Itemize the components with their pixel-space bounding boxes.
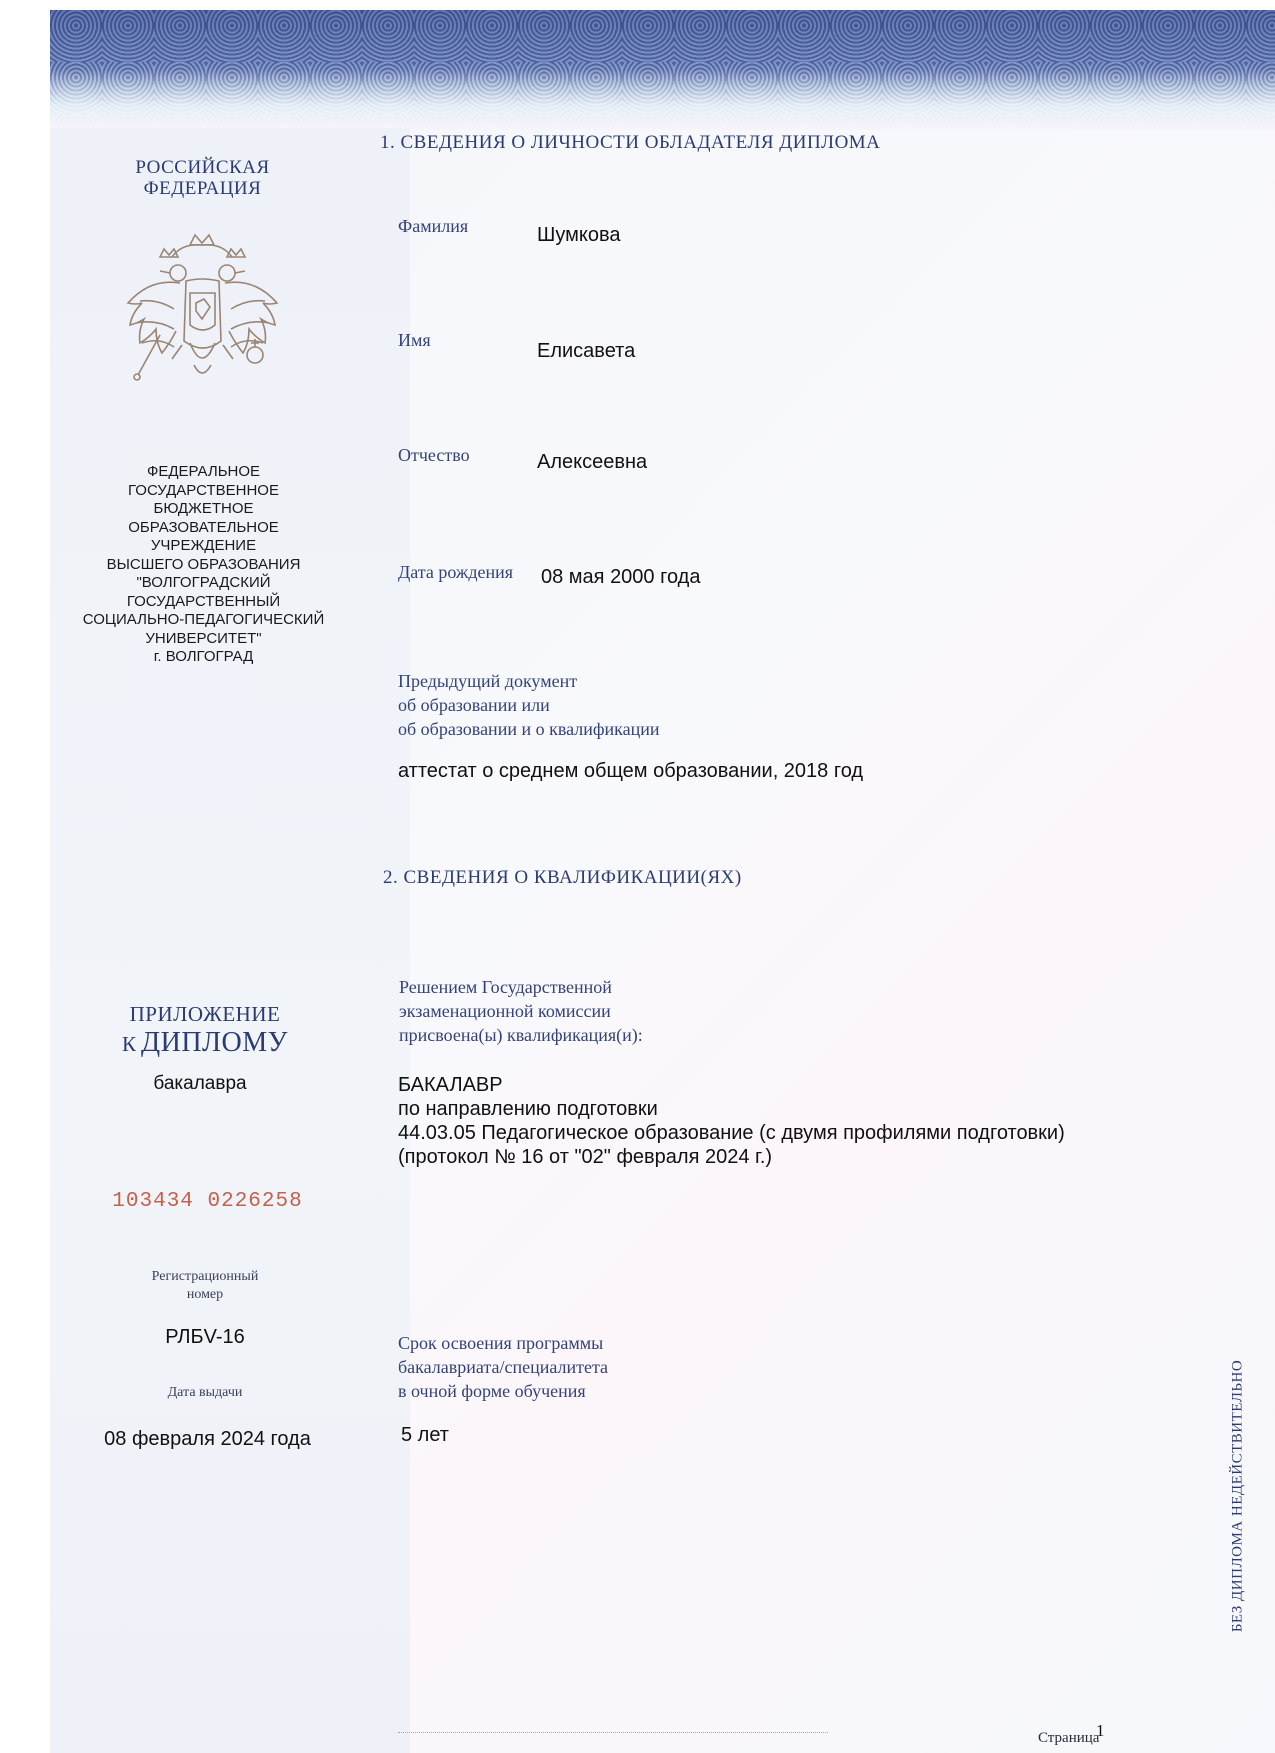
institution-line: ФЕДЕРАЛЬНОЕ [146, 463, 261, 480]
study-term-label [398, 1331, 608, 1403]
institution-line: ВЫСШЕГО ОБРАЗОВАНИЯ [106, 555, 301, 573]
name-value: Елисавета [537, 340, 636, 362]
page-footer [1035, 1721, 1115, 1749]
previous-document-label [398, 669, 660, 741]
appendix-line-1: ПРИЛОЖЕНИЕ [129, 1002, 281, 1026]
appendix-main: ДИПЛОМУ [141, 1027, 288, 1058]
institution-line: "ВОЛГОГРАДСКИЙ [136, 574, 271, 591]
qualification-block [398, 1073, 1098, 1169]
section-2-heading: 2. СВЕДЕНИЯ О КВАЛИФИКАЦИИ(ЯХ) [383, 867, 742, 888]
registration-label-line-1: Регистрационный [151, 1269, 259, 1284]
commission-decision-label [399, 975, 643, 1047]
study-term-label-line: в очной форме обучения [398, 1381, 586, 1401]
footer-rule [398, 1732, 828, 1733]
qualification-line: (протокол № 16 от "02" февраля 2024 г.) [398, 1146, 773, 1168]
page-number: 1 [1096, 1721, 1105, 1740]
institution-line: ГОСУДАРСТВЕННЫЙ [126, 592, 281, 610]
degree-type: бакалавра [153, 1073, 247, 1094]
issue-date: 08 февраля 2024 года [104, 1428, 311, 1450]
dob-label: Дата рождения [398, 562, 514, 582]
study-term-label-line: бакалавриата/специалитета [398, 1357, 609, 1377]
name-label: Имя [398, 330, 431, 350]
previous-document-label-line: Предыдущий документ [398, 671, 578, 691]
section-1-heading: 1. СВЕДЕНИЯ О ЛИЧНОСТИ ОБЛАДАТЕЛЯ ДИПЛОМА [380, 132, 881, 153]
russian-coat-of-arms-icon [120, 215, 285, 395]
serial-number: 103434 0226258 [112, 1190, 303, 1213]
appendix-prefix: К [122, 1032, 137, 1056]
previous-document-value: аттестат о среднем общем образовании, 2018 год [398, 760, 864, 782]
previous-document-label-line: об образовании и о квалификации [398, 719, 660, 739]
guilloche-fade [50, 70, 1275, 130]
institution-line: ОБРАЗОВАТЕЛЬНОЕ УЧРЕЖДЕНИЕ [128, 518, 279, 554]
country-line-1: РОССИЙСКАЯ [135, 157, 270, 178]
previous-document-label-line: об образовании или [398, 695, 550, 715]
issue-date-label: Дата выдачи [167, 1385, 243, 1400]
qualification-line: по направлению подготовки [398, 1098, 658, 1120]
patronymic-value: Алексеевна [537, 451, 648, 473]
institution-line: СОЦИАЛЬНО-ПЕДАГОГИЧЕСКИЙ [82, 611, 325, 628]
study-term-value: 5 лет [401, 1424, 449, 1446]
qualification-line: 44.03.05 Педагогическое образование (с двумя профилями подготовки) [398, 1122, 1065, 1144]
institution-line: г. ВОЛГОГРАД [153, 648, 254, 665]
registration-label [120, 1268, 290, 1304]
study-term-label-line: Срок освоения программы [398, 1333, 604, 1353]
registration-number: РЛБV-16 [165, 1326, 245, 1348]
qualification-line: БАКАЛАВР [398, 1074, 503, 1096]
dob-value: 08 мая 2000 года [541, 566, 701, 588]
institution-line: ГОСУДАРСТВЕННОЕ БЮДЖЕТНОЕ [128, 481, 279, 517]
commission-decision-line: Решением Государственной [399, 977, 612, 997]
surname-value: Шумкова [537, 224, 621, 246]
side-validity-text: БЕЗ ДИПЛОМА НЕДЕЙСТВИТЕЛЬНО [1229, 1359, 1246, 1633]
appendix-line-2 [90, 1026, 320, 1064]
commission-decision-line: экзаменационной комиссии [399, 1001, 611, 1021]
patronymic-label: Отчество [398, 445, 470, 465]
appendix-title [90, 1002, 320, 1064]
country-name [100, 157, 305, 199]
country-line-2: ФЕДЕРАЦИЯ [143, 178, 262, 199]
institution-name [76, 463, 331, 667]
page-label: Страница [1038, 1730, 1100, 1746]
registration-label-line-2: номер [186, 1287, 224, 1302]
institution-line: УНИВЕРСИТЕТ" [145, 629, 262, 647]
commission-decision-line: присвоена(ы) квалификация(и): [399, 1025, 643, 1045]
surname-label: Фамилия [398, 216, 469, 236]
